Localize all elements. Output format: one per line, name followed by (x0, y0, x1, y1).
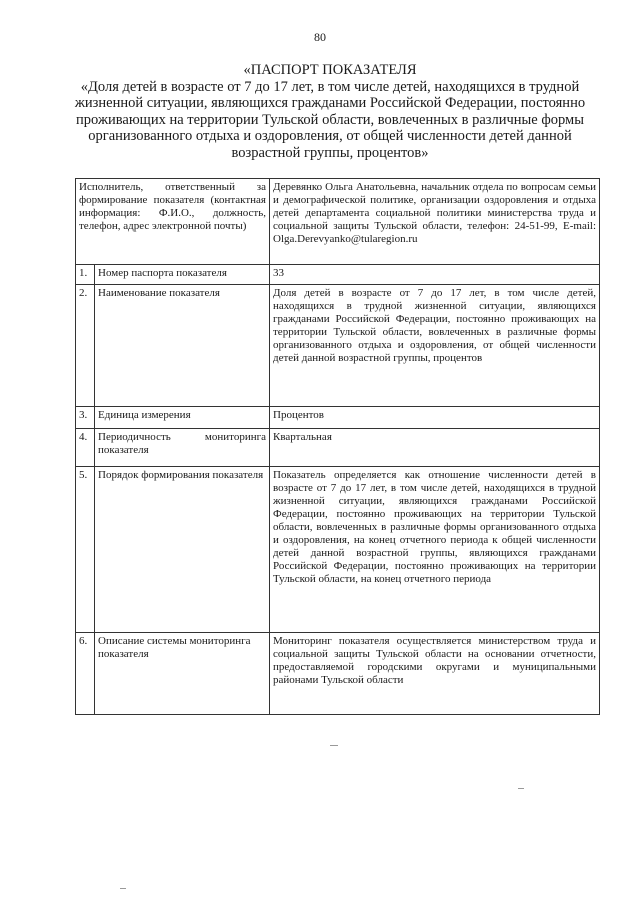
table-row (76, 429, 600, 467)
executor-value: Деревянко Ольга Анатольевна, начальник отдела по вопросам семьи и демографической политике, организации оздоровления и отдыха детей департамента социальной политики министерства труда и социальной защиты Тульской области, телефон: 24-51-99, E-mail: Olga.Derevyanko@tularegion.ru (270, 179, 600, 265)
row-label: Периодичность мониторинга показателя (95, 429, 270, 467)
indicator-passport-table (75, 178, 600, 715)
row-number: 4. (76, 429, 95, 467)
row-label: Единица измерения (95, 407, 270, 429)
table-row (76, 285, 600, 407)
row-number: 6. (76, 633, 95, 715)
page-number: 80 (314, 30, 326, 44)
table-row (76, 265, 600, 285)
scan-mark (518, 788, 524, 789)
row-number: 2. (76, 285, 95, 407)
row-number: 3. (76, 407, 95, 429)
row-label: Описание системы мониторинга показателя (95, 633, 270, 715)
row-value: Показатель определяется как отношение численности детей в возрасте от 7 до 17 лет, в том числе детей, находящихся в трудной жизненной ситуации, являющихся гражданами Российской Федерации, постоянно проживающих на территории Тульской области, вовлеченных в различные формы организованного отдыха и оздоровления, на конец отчетного периода к общей численности детей данной возрастной группы, являющихся гражданами Российской Федерации, постоянно проживающих на территории Тульской области, на конец отчетного периода (270, 467, 600, 633)
indicator-title: «Доля детей в возрасте от 7 до 17 лет, в том числе детей, находящихся в трудной жизненной ситуации, являющихся гражданами Российской Федерации, постоянно проживающих на территории Тульской области, вовлеченных в различные формы организованного отдыха и оздоровления, от общей численности детей данной возрастной группы, процентов» (74, 78, 586, 161)
row-value: Квартальная (270, 429, 600, 467)
row-value: Процентов (270, 407, 600, 429)
table-row (76, 407, 600, 429)
row-number: 1. (76, 265, 95, 285)
row-number: 5. (76, 467, 95, 633)
row-label: Наименование показателя (95, 285, 270, 407)
table-row (76, 633, 600, 715)
table-row (76, 467, 600, 633)
row-value: 33 (270, 265, 600, 285)
document-title (60, 62, 600, 161)
row-label: Порядок формирования показателя (95, 467, 270, 633)
executor-row (76, 179, 600, 265)
row-label: Номер паспорта показателя (95, 265, 270, 285)
scan-mark (330, 745, 338, 746)
passport-heading: «ПАСПОРТ ПОКАЗАТЕЛЯ (243, 62, 417, 78)
executor-label: Исполнитель, ответственный за формирование показателя (контактная информация: Ф.И.О., должность, телефон, адрес электронной почты) (76, 179, 270, 265)
row-value: Доля детей в возрасте от 7 до 17 лет, в том числе детей, находящихся в трудной жизненной ситуации, являющихся гражданами Российской Федерации, постоянно проживающих на территории Тульской области, вовлеченных в различные формы организованного отдыха и оздоровления, от общей численности детей данной возрастной группы, процентов (270, 285, 600, 407)
row-value: Мониторинг показателя осуществляется министерством труда и социальной защиты Тульской области на основании отчетности, предоставляемой городскими округами и муниципальными районами Тульской области (270, 633, 600, 715)
scan-mark (120, 888, 126, 889)
